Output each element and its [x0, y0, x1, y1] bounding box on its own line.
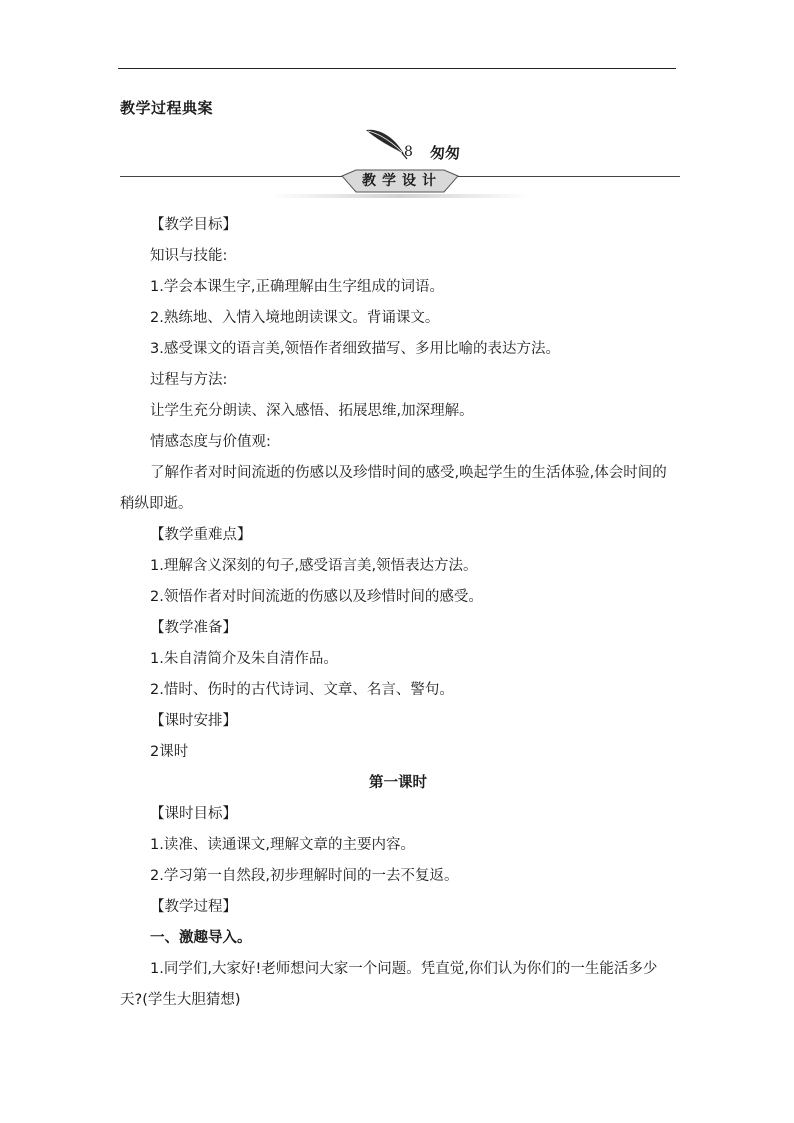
section-heading: 【教学过程】	[150, 899, 237, 915]
list-item: 1.读准、读通课文,理解文章的主要内容。	[150, 837, 415, 853]
banner-rule-left	[120, 176, 342, 177]
list-item: 2.熟练地、入情入境地朗读课文。背诵课文。	[150, 310, 440, 326]
banner-label: 教学设计	[362, 173, 442, 189]
class-period-title: 第一课时	[369, 775, 427, 791]
subheading: 情感态度与价值观:	[150, 434, 271, 450]
section-heading: 【教学目标】	[150, 217, 237, 233]
list-item: 2.学习第一自然段,初步理解时间的一去不复返。	[150, 868, 459, 884]
section-heading: 【教学准备】	[150, 620, 237, 636]
list-item: 2.惜时、伤时的古代诗词、文章、名言、警句。	[150, 682, 454, 698]
list-item: 1.理解含义深刻的句子,感受语言美,领悟表达方法。	[150, 558, 478, 574]
section-banner	[120, 168, 680, 198]
lesson-heading	[364, 126, 484, 162]
banner-rule-right	[456, 176, 680, 177]
paragraph: 2课时	[150, 744, 189, 760]
paragraph: 1.同学们,大家好!老师想问大家一个问题。凭直觉,你们认为你们的一生能活多少天?(学生大胆猜想)	[120, 961, 658, 1008]
section-heading: 【教学重难点】	[150, 527, 252, 543]
list-item: 3.感受课文的语言美,领悟作者细致描写、多用比喻的表达方法。	[150, 341, 560, 357]
list-item: 2.领悟作者对时间流逝的伤感以及珍惜时间的感受。	[150, 589, 483, 605]
page-header-title: 教学过程典案	[120, 99, 214, 117]
step-heading: 一、激趣导入。	[150, 930, 252, 946]
lesson-title: 匆匆	[430, 144, 461, 162]
quill-icon	[364, 126, 408, 160]
paragraph: 让学生充分朗读、深入感悟、拓展思维,加深理解。	[150, 403, 474, 419]
list-item: 1.朱自清简介及朱自清作品。	[150, 651, 338, 667]
banner-shadow	[270, 194, 530, 198]
top-rule	[118, 68, 676, 69]
lesson-plan-body	[120, 210, 676, 1016]
lesson-number: 8	[404, 144, 413, 160]
list-item: 1.学会本课生字,正确理解由生字组成的词语。	[150, 279, 444, 295]
subheading: 过程与方法:	[150, 372, 228, 388]
paragraph: 了解作者对时间流逝的伤感以及珍惜时间的感受,唤起学生的生活体验,体会时间的稍纵即逝。	[120, 465, 667, 512]
subheading: 知识与技能:	[150, 248, 228, 264]
section-heading: 【课时目标】	[150, 806, 237, 822]
section-heading: 【课时安排】	[150, 713, 237, 729]
